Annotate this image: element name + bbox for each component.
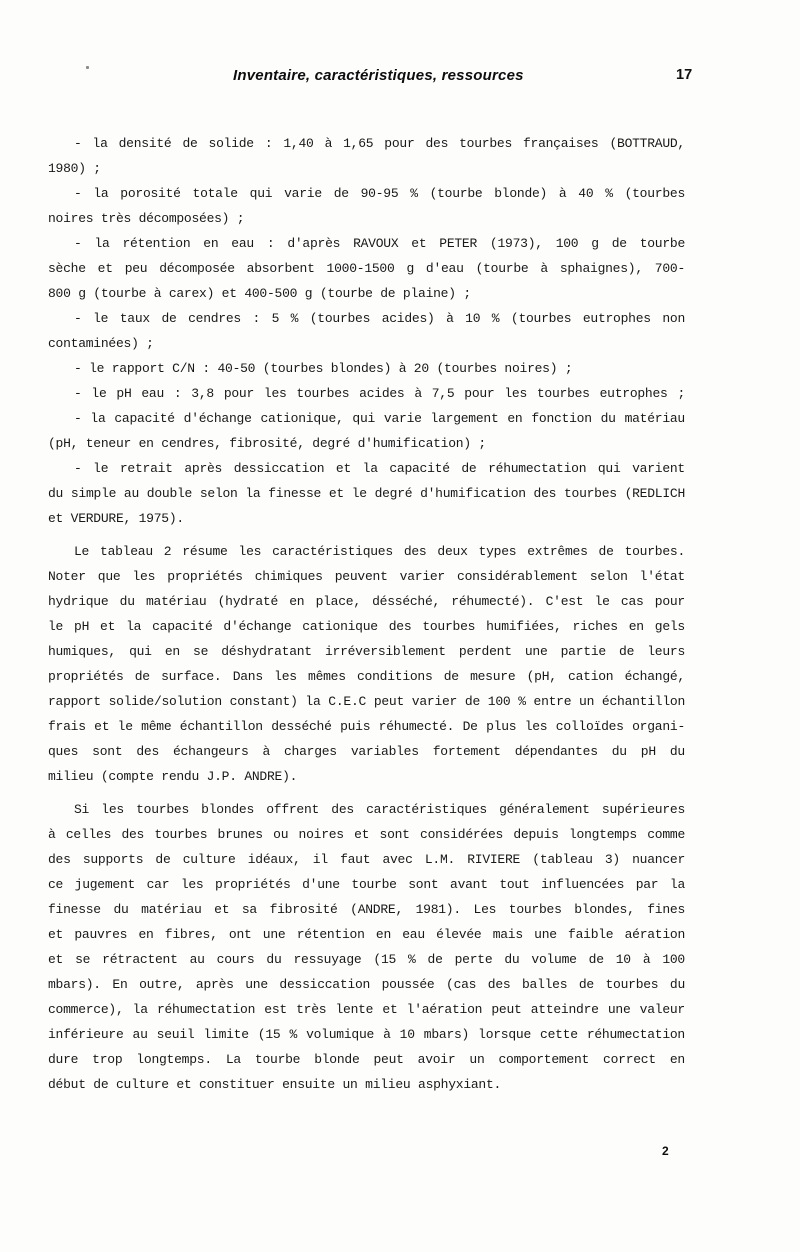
text-line: humiques, qui en se déshydratant irréversiblement perdent une partie de leurs — [48, 644, 685, 659]
text-line: - la rétention en eau : d'après RAVOUX et PETER (1973), 100 g de tourbe — [74, 236, 685, 251]
text-line: frais et le même échantillon desséché puis réhumecté. De plus les colloïdes organi- — [48, 719, 685, 734]
text-line: milieu (compte rendu J.P. ANDRE). — [48, 769, 298, 784]
text-line: du simple au double selon la finesse et le degré d'humification des tourbes (REDLICH — [48, 486, 685, 501]
paragraph — [48, 406, 685, 456]
text-line: et pauvres en fibres, ont une rétention en eau élevée mais une faible aération — [48, 927, 685, 942]
paragraph — [48, 539, 685, 789]
text-line: et se rétractent au cours du ressuyage (15 % de perte du volume de 10 à 100 — [48, 952, 685, 967]
paragraph — [48, 181, 685, 231]
text-line: commerce), la réhumectation est très lente et l'aération peut atteindre une valeur — [48, 1002, 685, 1017]
text-line: - la densité de solide : 1,40 à 1,65 pour des tourbes françaises (BOTTRAUD, — [74, 136, 685, 151]
page-header — [0, 0, 800, 100]
text-line: (pH, teneur en cendres, fibrosité, degré d'humification) ; — [48, 436, 486, 451]
text-line: dure trop longtemps. La tourbe blonde peut avoir un comportement correct en — [48, 1052, 685, 1067]
text-line: début de culture et constituer ensuite un milieu asphyxiant. — [48, 1077, 502, 1092]
text-line: rapport solide/solution constant) la C.E.C peut varier de 100 % entre un échantillon — [48, 694, 685, 709]
text-line: - le pH eau : 3,8 pour les tourbes acides à 7,5 pour les tourbes eutrophes ; — [74, 386, 685, 401]
text-line: Le tableau 2 résume les caractéristiques des deux types extrêmes de tourbes. — [74, 544, 685, 559]
paragraph — [48, 797, 685, 1097]
text-line: sèche et peu décomposée absorbent 1000-1500 g d'eau (tourbe à sphaignes), 700- — [48, 261, 685, 276]
paragraph — [48, 381, 685, 406]
text-line: 800 g (tourbe à carex) et 400-500 g (tourbe de plaine) ; — [48, 286, 471, 301]
text-line: des supports de culture idéaux, il faut avec L.M. RIVIERE (tableau 3) nuancer — [48, 852, 685, 867]
body-text — [48, 131, 685, 1097]
text-line: - la porosité totale qui varie de 90-95 % (tourbe blonde) à 40 % (tourbes — [74, 186, 685, 201]
running-head-title: Inventaire, caractéristiques, ressources — [233, 67, 524, 84]
text-line: et VERDURE, 1975). — [48, 511, 184, 526]
text-line: propriétés de surface. Dans les mêmes conditions de mesure (pH, cation échangé, — [48, 669, 685, 684]
text-line: 1980) ; — [48, 161, 101, 176]
signature-mark: 2 — [662, 1144, 669, 1158]
text-line: ques sont des échangeurs à charges variables fortement dépendantes du pH du — [48, 744, 685, 759]
text-line: - le taux de cendres : 5 % (tourbes acides) à 10 % (tourbes eutrophes non — [74, 311, 685, 326]
text-line: le pH et la capacité d'échange cationique des tourbes humifiées, riches en gels — [48, 619, 685, 634]
text-line: contaminées) ; — [48, 336, 154, 351]
text-line: - le retrait après dessiccation et la capacité de réhumectation qui varient — [74, 461, 685, 476]
text-line: Si les tourbes blondes offrent des caractéristiques généralement supérieures — [74, 802, 685, 817]
text-line: - la capacité d'échange cationique, qui varie largement en fonction du matériau — [74, 411, 685, 426]
text-line: ce jugement car les propriétés d'une tourbe sont avant tout influencées par la — [48, 877, 685, 892]
text-line: - le rapport C/N : 40-50 (tourbes blondes) à 20 (tourbes noires) ; — [74, 361, 573, 376]
paragraph — [48, 131, 685, 181]
paragraph — [48, 306, 685, 356]
text-line: à celles des tourbes brunes ou noires et sont considérées depuis longtemps comme — [48, 827, 685, 842]
text-line: inférieure au seuil limite (15 % volumique à 10 mbars) lorsque cette réhumectation — [48, 1027, 685, 1042]
text-line: Noter que les propriétés chimiques peuvent varier considérablement selon l'état — [48, 569, 685, 584]
paragraph — [48, 356, 685, 381]
text-line: finesse du matériau et sa fibrosité (ANDRE, 1981). Les tourbes blondes, fines — [48, 902, 685, 917]
text-line: noires très décomposées) ; — [48, 211, 245, 226]
paragraph — [48, 231, 685, 306]
text-line: hydrique du matériau (hydraté en place, désséché, réhumecté). C'est le cas pour — [48, 594, 685, 609]
paragraph — [48, 456, 685, 531]
text-line: mbars). En outre, après une dessiccation poussée (cas des balles de tourbes du — [48, 977, 685, 992]
page-number: 17 — [676, 67, 693, 83]
